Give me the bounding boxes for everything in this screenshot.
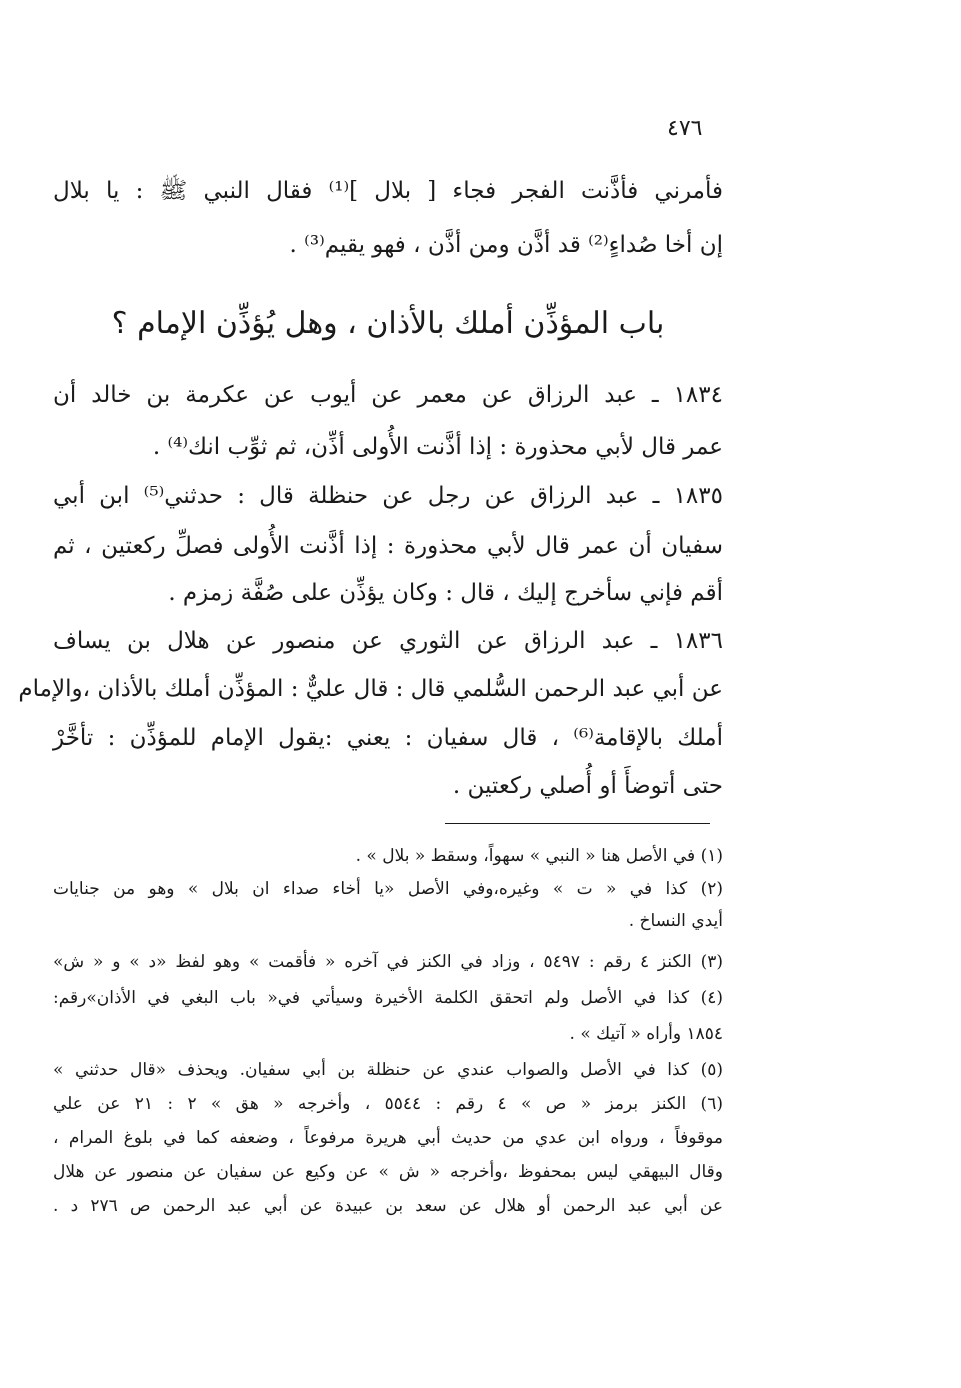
footnote-4-line-1: (٤) كذا في الأصل ولم اتحقق الكلمة الأخيرة وسيأتي في« باب البغي في الأذان»رقم:: [53, 988, 723, 1008]
footnote-2-line-2: أيدي النساخ .: [628, 911, 723, 931]
footnote-separator: [445, 823, 710, 824]
footnote-5: (٥) كذا في الأصل والصواب عندي عن حنظلة بن أبي سفيان. ويحذف «قال حدثني »: [53, 1060, 723, 1080]
chapter-heading: باب المؤذِّن أملك بالأذان ، وهل يُؤذِّن الإمام ؟: [111, 306, 665, 341]
footnote-4-line-2: ١٨٥٤ وأراه « آتيك » .: [569, 1024, 723, 1044]
footnote-6-line-3: وقال البيهقي ليس بمحفوظ ،وأخرجه « ش » عن وكيع عن سفيان عن منصور عن هلال: [53, 1162, 723, 1182]
hadith-1836-line-4: حتى أتوضأَ أو أُصلي ركعتين .: [452, 773, 723, 799]
footnote-2-line-1: (٢) كذا في « ت » وغيره،وفي الأصل «يا أخاء صداء ان بلال » وهو من جنايات: [53, 879, 723, 899]
hadith-1834-line-2: عمر قال لأبي محذورة : إذا أذَّنت الأُولى أذِّن، ثم ثوِّب انك⁽⁴⁾ .: [152, 434, 723, 460]
footnote-6-line-2: موقوفاً ، ورواه ابن عدي من حديث أبي هريرة مرفوعاً ، وضعفه كما في بلوغ المرام ،: [53, 1128, 723, 1148]
hadith-1836-line-1: ١٨٣٦ ـ عبد الرزاق عن الثوري عن منصور عن هلال بن يساف: [53, 628, 723, 654]
footnote-6-line-4: عن أبي عبد الرحمن أو هلال عن سعد بن عبيدة عن أبي عبد الرحمن ص ٢٧٦ د .: [53, 1196, 723, 1216]
hadith-1836-line-2: عن أبي عبد الرحمن السُّلمي قال : قال عليٌّ : المؤذِّن أملك بالأذان ،والإمام: [18, 676, 723, 702]
hadith-1835-line-2: سفيان أن عمر قال لأبي محذورة : إذا أذَّنت الأُولى فصلِّ ركعتين ، ثم: [53, 533, 723, 559]
intro-line-2: إن أخا صُداءٍ⁽²⁾ قد أذَّن ومن أذَّن ، فهو يقيم⁽³⁾ .: [289, 232, 723, 258]
hadith-1835-line-1: ١٨٣٥ ـ عبد الرزاق عن رجل عن حنظلة قال : حدثني⁽⁵⁾ ابن أبي: [53, 483, 723, 509]
intro-line-1: فأمرني فأذَّنت الفجر فجاء [ بلال ]⁽¹⁾ فقال النبي ﷺ : يا بلال: [53, 178, 723, 204]
hadith-1834-line-1: ١٨٣٤ ـ عبد الرزاق عن معمر عن أيوب عن عكرمة بن خالد أن: [53, 382, 723, 408]
footnote-1: (١) في الأصل هنا « النبي » سهواً، وسقط « بلال » .: [355, 846, 723, 866]
footnote-3: (٣) الكنز ٤ رقم : ٥٤٩٧ ، وزاد في الكنز في آخره « فأقمت » وهو لفظ «د » و « ش»: [53, 952, 723, 972]
page-number: ٤٧٦: [667, 116, 703, 141]
hadith-1835-line-3: أقم فإني سأخرج إليك ، قال : وكان يؤذِّن على صُفَّة زمزم .: [168, 580, 723, 606]
hadith-1836-line-3: أملك بالإقامة⁽⁶⁾ ، قال سفيان : يعني :يقول الإمام للمؤذِّن : تأخَّرْ: [53, 725, 724, 751]
footnote-6-line-1: (٦) الكنز برمز « ص » ٤ رقم : ٥٥٤٤ ، وأخرجه « هق » ٢ : ٢١ عن علي: [53, 1094, 723, 1114]
